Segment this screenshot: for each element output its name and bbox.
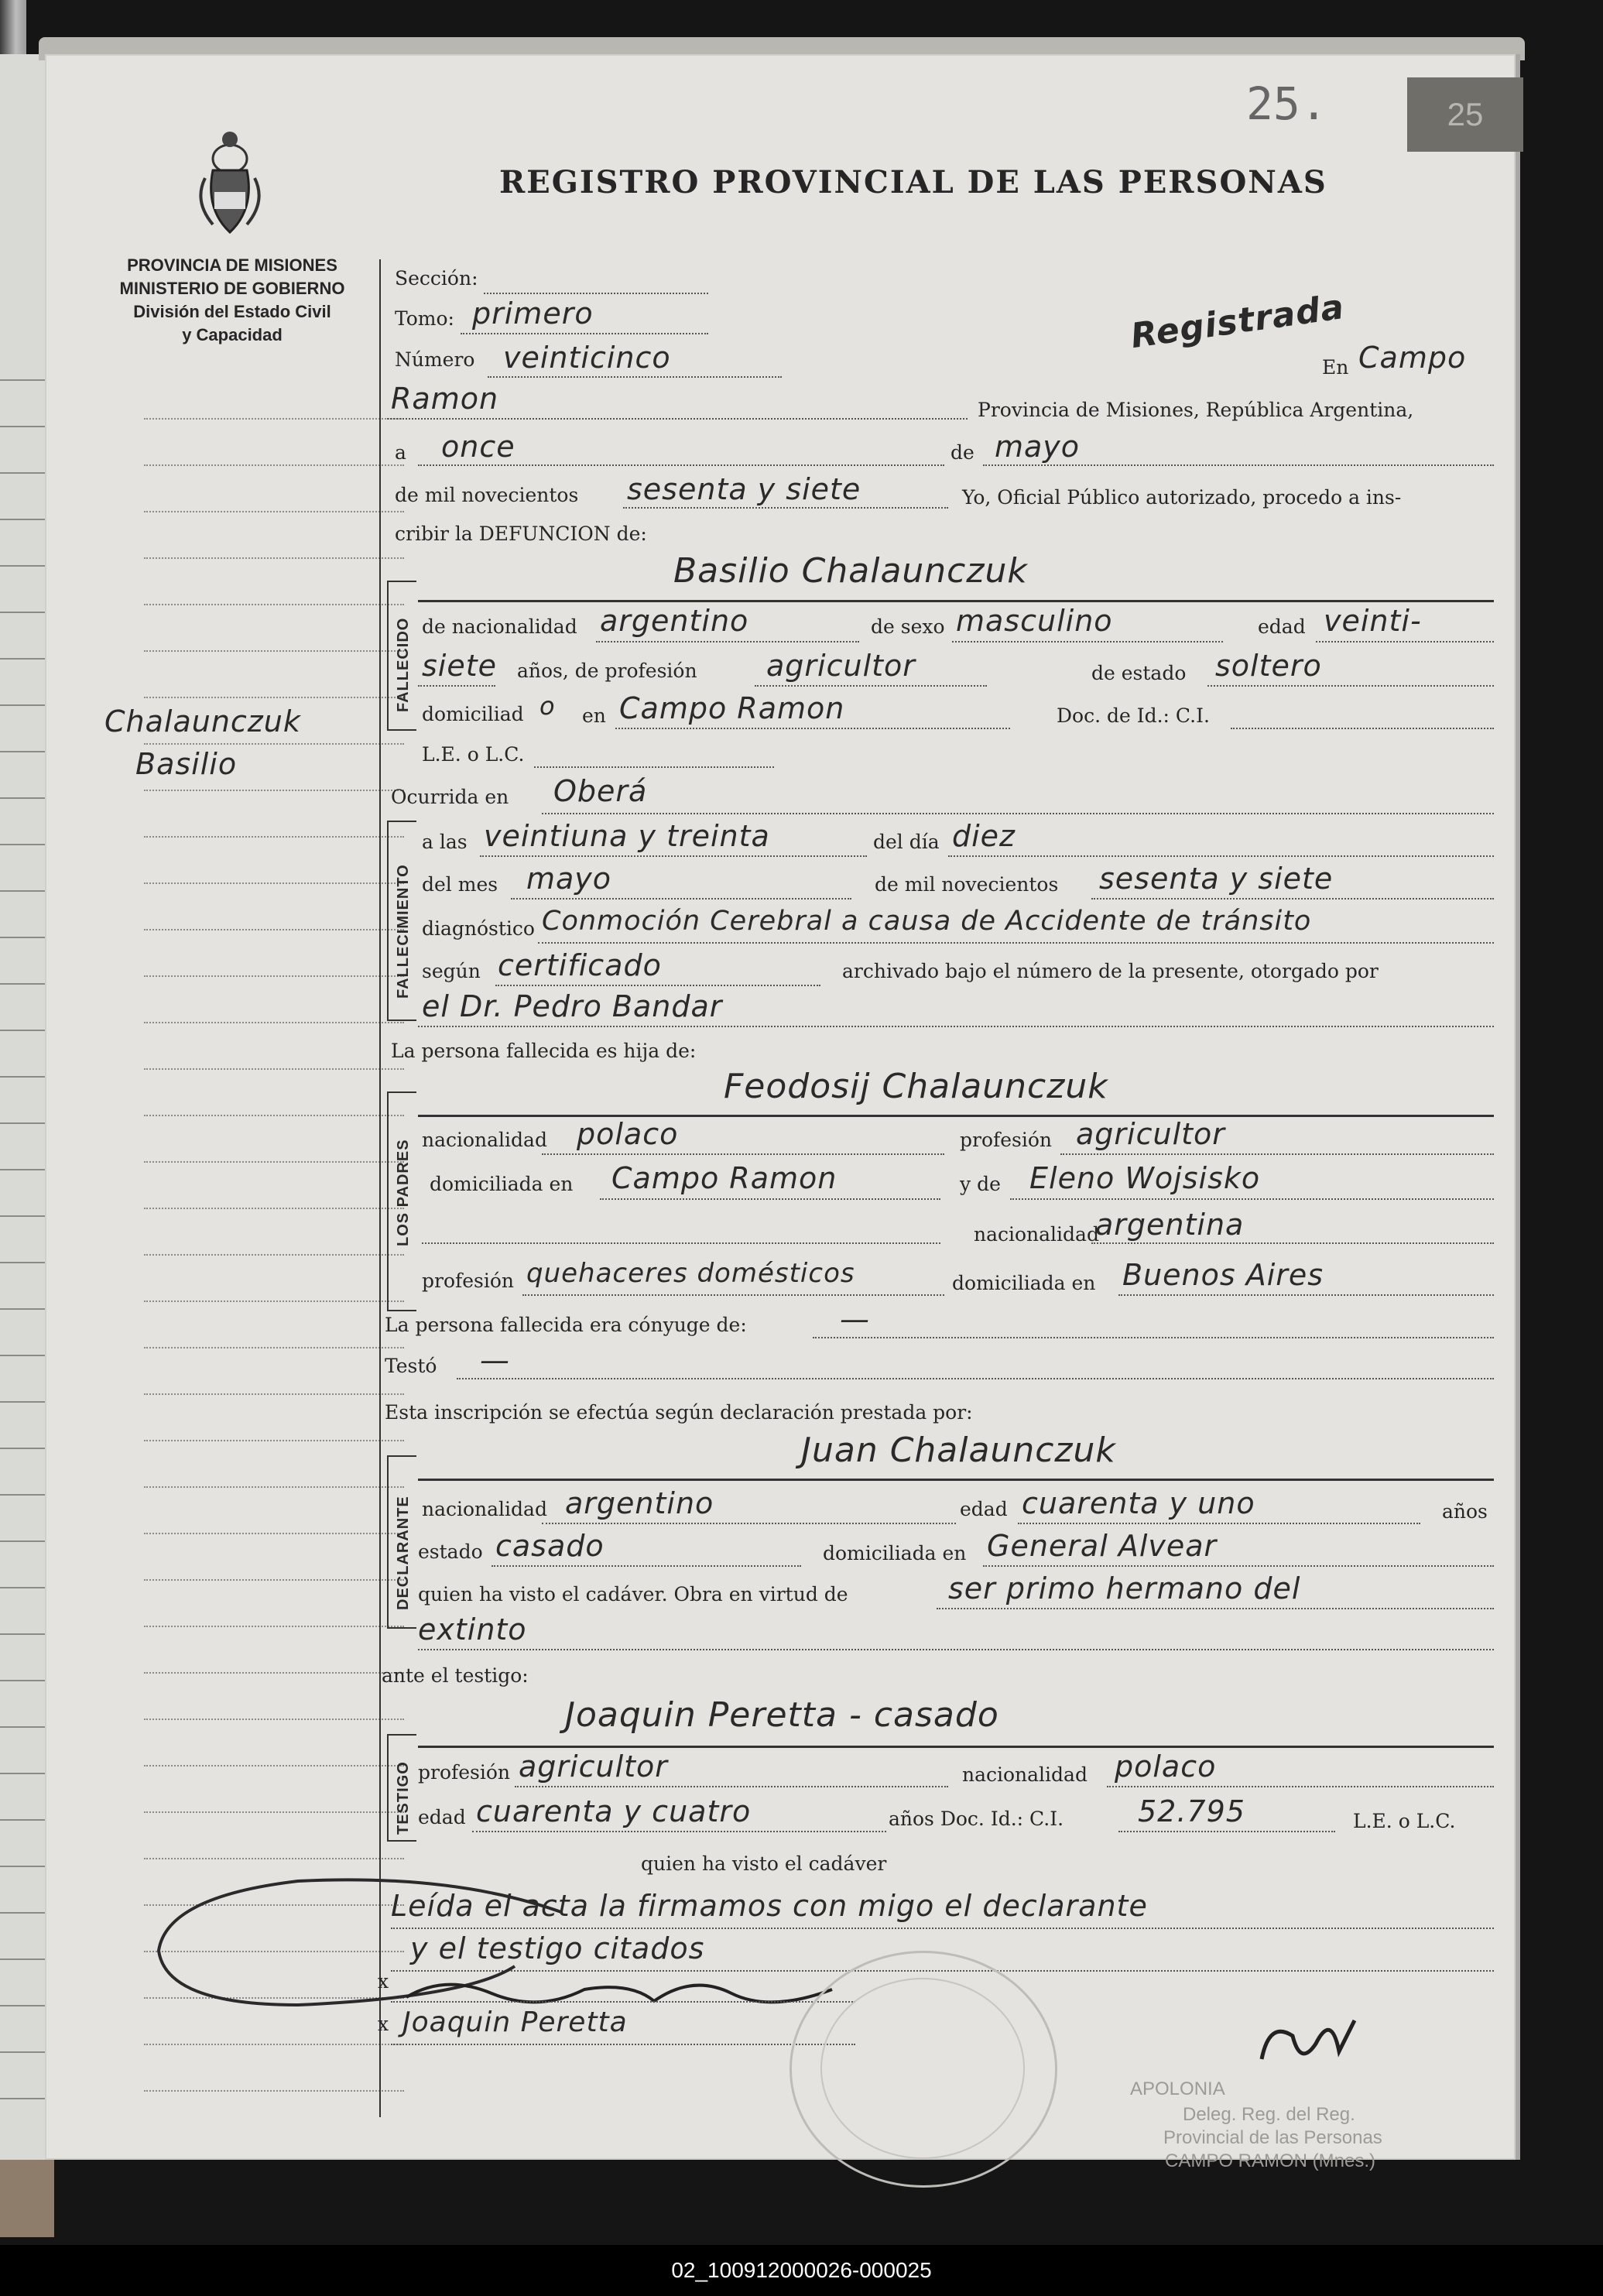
signature-x-2: x (378, 2013, 389, 2035)
anio-fall-value: sesenta y siete (1099, 862, 1334, 896)
en-label: En (1322, 356, 1349, 379)
decl-estado-value: casado (495, 1529, 605, 1563)
test-nac-value: polaco (1115, 1749, 1217, 1784)
quien2-label: quien ha visto el cadáver (641, 1852, 887, 1875)
estado-value: soltero (1215, 649, 1322, 683)
en-value: Campo (1358, 341, 1467, 375)
numero-label: Número (395, 348, 475, 371)
padre-dom-value: Campo Ramon (611, 1161, 837, 1195)
padre-dom-label: domiciliada en (430, 1173, 574, 1195)
edad-value-2: siete (422, 649, 498, 683)
decl-anos-label: años (1442, 1500, 1488, 1523)
test-anos-doc-label: años Doc. Id.: C.I. (889, 1808, 1064, 1830)
de-mil-label: de mil novecientos (395, 484, 579, 506)
obra-value: ser primo hermano del (948, 1571, 1301, 1605)
madre-prof-label: profesión (422, 1270, 515, 1292)
edad-label: edad (1258, 615, 1306, 638)
document-title: REGISTRO PROVINCIAL DE LAS PERSONAS (499, 164, 1327, 200)
deceased-name: Basilio Chalaunczuk (673, 551, 1028, 591)
officer-signature (1246, 2005, 1370, 2082)
capacity-label: y Capacidad (182, 325, 283, 344)
domiciliado-suffix: o (539, 691, 556, 721)
padre-prof-label: profesión (960, 1129, 1053, 1151)
officer-stamp-location: CAMPO RAMON (Mnes.) (1165, 2150, 1376, 2171)
decl-dom-value: General Alvear (987, 1529, 1218, 1563)
dia-fall-value: diez (952, 819, 1016, 853)
ante-label: ante el testigo: (382, 1664, 529, 1687)
ocurrida-label: Ocurrida en (391, 786, 509, 808)
officer-stamp-registry: Provincial de las Personas (1163, 2127, 1382, 2148)
declarant-signature (399, 1966, 863, 2013)
testigo-side-label: TESTIGO (395, 1761, 412, 1835)
y-de-label: y de (960, 1173, 1001, 1195)
test-prof-label: profesión (418, 1761, 511, 1784)
de-mil2-label: de mil novecientos (875, 873, 1059, 896)
domiciliado-label: domiciliad (422, 703, 524, 725)
domicilio-value: Campo Ramon (619, 691, 845, 725)
madre-nac-label: nacionalidad (974, 1223, 1099, 1246)
medico-value: el Dr. Pedro Bandar (422, 989, 723, 1023)
archivado-label: archivado bajo el número de la presente, otorgado por (842, 960, 1379, 982)
province-republic-label: Provincia de Misiones, República Argentina, (978, 399, 1414, 421)
testo-value: — (480, 1343, 510, 1377)
decl-edad-label: edad (960, 1498, 1008, 1520)
margin-note-name: Basilio (135, 747, 238, 781)
test-edad-label: edad (418, 1806, 466, 1828)
tomo-value: primero (472, 296, 594, 331)
officer-stamp-role: Deleg. Reg. del Reg. (1183, 2104, 1355, 2125)
padre-prof-value: agricultor (1076, 1117, 1225, 1151)
previous-page-edge (0, 54, 46, 2160)
hora-value: veintiuna y treinta (484, 819, 770, 853)
inscripcion-label: Esta inscripción se efectúa según declaración prestada por: (385, 1401, 973, 1424)
sexo-value: masculino (956, 604, 1113, 638)
officer-stamp-name: APOLONIA (1130, 2078, 1225, 2099)
place-value: Ramon (391, 382, 499, 416)
page-number: 25. (1246, 77, 1327, 130)
madre-name: Eleno Wojsisko (1029, 1161, 1261, 1195)
decl-dom-label: domiciliada en (823, 1542, 967, 1564)
form-left-border (379, 259, 381, 2117)
closing-line-1: Leída el acta la firmamos con migo el declarante (391, 1889, 1148, 1923)
closing-line-2: y el testigo citados (410, 1931, 705, 1965)
oficial-label: Yo, Oficial Público autorizado, procedo a ins- (962, 486, 1402, 509)
hija-label: La persona fallecida es hija de: (391, 1040, 697, 1062)
madre-nac-value: argentina (1095, 1208, 1245, 1242)
decl-edad-value: cuarenta y uno (1022, 1486, 1255, 1520)
margin-note-surname: Chalaunczuk (104, 704, 301, 738)
tomo-label: Tomo: (395, 307, 454, 330)
obra-value-2: extinto (418, 1612, 527, 1647)
padre-name: Feodosij Chalaunczuk (724, 1067, 1108, 1106)
mes-value: mayo (995, 430, 1081, 464)
testo-label: Testó (385, 1355, 437, 1377)
del-mes-label: del mes (422, 873, 498, 896)
fallecido-side-label: FALLECIDO (395, 617, 412, 712)
mes-fall-value: mayo (526, 862, 612, 896)
test-prof-value: agricultor (519, 1749, 668, 1784)
padre-nac-value: polaco (577, 1117, 679, 1151)
registered-stamp: Registrada (1128, 286, 1348, 357)
le-lc-label: L.E. o L.C. (422, 743, 525, 766)
segun-label: según (422, 960, 481, 982)
quien-label: quien ha visto el cadáver. Obra en virtud de (418, 1583, 848, 1605)
de-label: de (950, 441, 974, 464)
conyuge-label: La persona fallecida era cónyuge de: (385, 1314, 747, 1336)
nacionalidad-label: de nacionalidad (422, 615, 577, 638)
test-nac-label: nacionalidad (962, 1763, 1088, 1786)
sexo-label: de sexo (871, 615, 945, 638)
province-label: PROVINCIA DE MISIONES (127, 255, 337, 275)
decl-nac-value: argentino (565, 1486, 714, 1520)
cribir-label: cribir la DEFUNCION de: (395, 523, 647, 545)
a-las-label: a las (422, 831, 468, 853)
a-label: a (395, 441, 406, 464)
test-ci-value: 52.795 (1138, 1794, 1245, 1828)
padre-nac-label: nacionalidad (422, 1129, 547, 1151)
testigo-name: Joaquin Peretta - casado (565, 1695, 999, 1735)
diagnostico-value: Conmoción Cerebral a causa de Accidente de tránsito (542, 906, 1312, 937)
declarante-name: Juan Chalaunczuk (801, 1431, 1116, 1470)
witness-signature: Joaquin Peretta (402, 2006, 628, 2038)
en2-label: en (582, 704, 606, 727)
fallecimiento-side-label: FALLECIMIENTO (395, 864, 412, 999)
decl-estado-label: estado (418, 1540, 483, 1563)
ministry-label: MINISTERIO DE GOBIERNO (119, 279, 345, 298)
page-stamp: 25 (1407, 77, 1523, 152)
decl-nac-label: nacionalidad (422, 1498, 547, 1520)
anio-value: sesenta y siete (627, 472, 861, 506)
diagnostico-label: diagnóstico (422, 917, 535, 940)
estado-label: de estado (1091, 662, 1187, 684)
declarante-side-label: DECLARANTE (395, 1496, 412, 1610)
test-edad-value: cuarenta y cuatro (476, 1794, 752, 1828)
padres-side-label: LOS PADRES (395, 1139, 412, 1246)
madre-dom-value: Buenos Aires (1122, 1258, 1324, 1292)
division-label: División del Estado Civil (133, 302, 331, 321)
numero-value: veinticinco (503, 341, 671, 375)
official-round-seal-inner (820, 1978, 1025, 2159)
madre-prof-value: quehaceres domésticos (526, 1258, 855, 1289)
image-footer-code: 02_100912000026-000025 (0, 2245, 1603, 2296)
signature-x-1: x (378, 1970, 389, 1993)
nacionalidad-value: argentino (600, 604, 749, 638)
dia-value: once (441, 430, 515, 464)
ocurrida-value: Oberá (553, 774, 648, 808)
anos-profesion-label: años, de profesión (517, 660, 697, 682)
conyuge-value: — (840, 1302, 870, 1336)
seccion-label: Sección: (395, 267, 478, 290)
del-dia-label: del día (873, 831, 940, 853)
doc-label: Doc. de Id.: C.I. (1057, 704, 1210, 727)
edad-value: veinti- (1324, 604, 1422, 638)
madre-dom-label: domiciliada en (952, 1272, 1096, 1294)
segun-value: certificado (498, 948, 662, 982)
test-le-lc-label: L.E. o L.C. (1353, 1810, 1456, 1832)
profesion-value: agricultor (766, 649, 916, 683)
